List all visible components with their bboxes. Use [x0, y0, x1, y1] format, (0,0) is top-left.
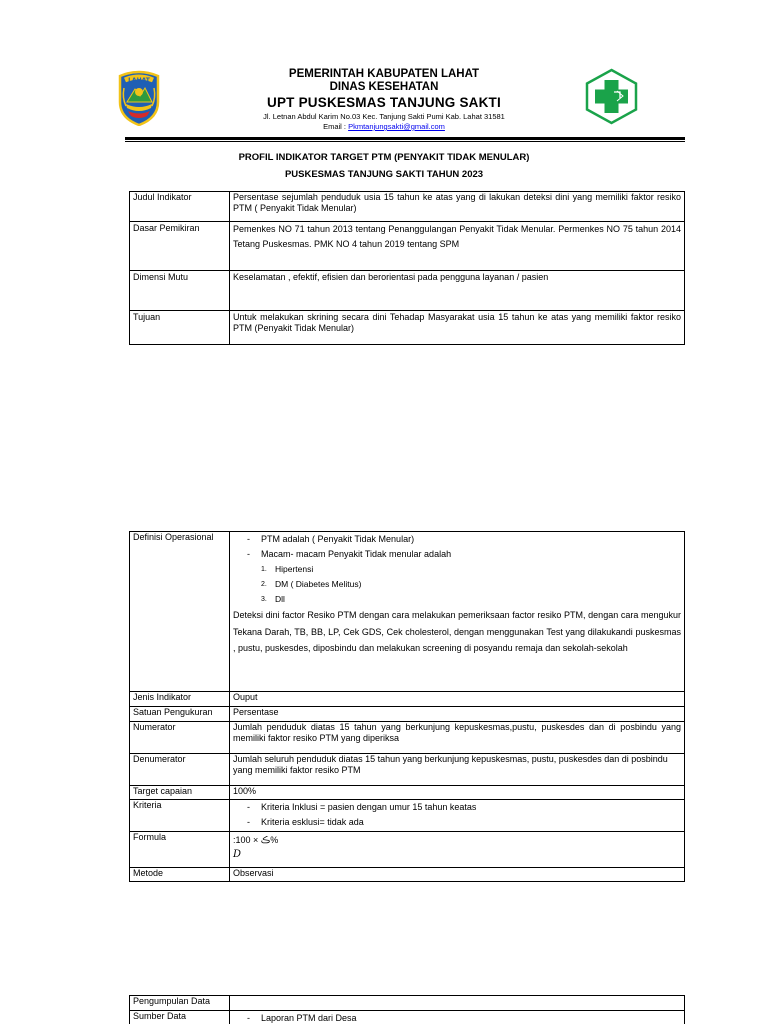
table-row	[130, 832, 685, 868]
institution-name: UPT PUSKESMAS TANJUNG SAKTI	[267, 95, 501, 110]
row-value: 100%	[230, 786, 685, 800]
list-text: Hipertensi	[275, 564, 314, 574]
row-label: Denumerator	[130, 754, 230, 786]
row-value	[230, 532, 685, 692]
department-name: DINAS KESEHATAN	[329, 81, 439, 93]
table-row	[130, 868, 685, 882]
row-label: Judul Indikator	[130, 192, 230, 222]
row-label: Metode	[130, 868, 230, 882]
list-item: - Laporan PTM dari Desa	[247, 1011, 681, 1024]
table-row	[130, 692, 685, 707]
row-label: Kriteria	[130, 800, 230, 832]
table-row	[130, 271, 685, 311]
formula-denominator: D	[233, 848, 242, 860]
emblem-label: LAHAT	[128, 77, 150, 84]
row-value	[230, 800, 685, 832]
table-row	[130, 707, 685, 722]
disease-list	[233, 562, 681, 607]
row-value: Jumlah seluruh penduduk diatas 15 tahun yang berkunjung kepuskesmas, pustu, puskesdes dan di posbindu yang memiliki faktor resiko PTM	[230, 754, 685, 786]
table-row	[130, 192, 685, 222]
row-label: Formula	[130, 832, 230, 868]
table-row	[130, 532, 685, 692]
list-text: DM ( Diabetes Melitus)	[275, 579, 362, 589]
table-row	[130, 1011, 685, 1024]
criteria-list	[233, 800, 681, 830]
row-value	[230, 832, 685, 868]
list-number: 2.	[261, 581, 267, 588]
row-value	[230, 996, 685, 1011]
email-link[interactable]: Pkmtanjungsakti@gmail.com	[348, 122, 445, 131]
table-row	[130, 722, 685, 754]
row-label: Pengumpulan Data	[130, 996, 230, 1011]
email-label: Email :	[323, 122, 346, 131]
list-item	[261, 562, 681, 577]
row-value: Persentase sejumlah penduduk usia 15 tahun ke atas yang di lakukan deteksi dini yang memiliki faktor resiko PTM ( Penyakit Tidak Menular)	[230, 192, 685, 222]
list-item: - Kriteria esklusi= tidak ada	[247, 815, 681, 830]
table-row	[130, 786, 685, 800]
row-label: Jenis Indikator	[130, 692, 230, 707]
table-row	[130, 996, 685, 1011]
document-subtitle: PUSKESMAS TANJUNG SAKTI TAHUN 2023	[284, 169, 484, 180]
row-value: Pemenkes NO 71 tahun 2013 tentang Penanggulangan Penyakit Tidak Menular. Permenkes NO 75 tahun 2014 Tetang Puskesmas. PMK NO 4 tahun 2019 tentang SPM	[230, 222, 685, 271]
list-item: - PTM adalah ( Penyakit Tidak Menular)	[247, 532, 681, 547]
formula-text: :ڪ × 100%	[233, 835, 279, 845]
list-item	[261, 577, 681, 592]
list-number: 1.	[261, 566, 267, 573]
row-label: Target capaian	[130, 786, 230, 800]
row-value: Ouput	[230, 692, 685, 707]
definition-paragraph: Deteksi dini factor Resiko PTM dengan cara melakukan pemeriksaan factor resiko PTM, dengan cara mengukur Tekana Darah, TB, BB, LP, Cek GDS, Cek cholesterol, dengan menggunakan Test yang dilakukandi puskesmas , pustu, puskesdes, diposbindu dan melakukan screening di posyandu remaja dan sekolah-sekolah	[233, 610, 681, 653]
list-number: 3.	[261, 596, 267, 603]
document-title: PROFIL INDIKATOR TARGET PTM (PENYAKIT TIDAK MENULAR)	[238, 152, 530, 163]
row-label: Satuan Pengukuran	[130, 707, 230, 722]
indicator-profile-table-3	[129, 995, 685, 1024]
list-text: Dll	[275, 594, 285, 604]
row-label: Sumber Data	[130, 1011, 230, 1024]
list-item: - Macam- macam Penyakit Tidak menular adalah	[247, 547, 681, 562]
row-label: Tujuan	[130, 311, 230, 345]
row-value	[230, 1011, 685, 1024]
lahat-regency-emblem-icon	[116, 68, 162, 126]
row-value: Keselamatan , efektif, efisien dan berorientasi pada pengguna layanan / pasien	[230, 271, 685, 311]
row-value: Jumlah penduduk diatas 15 tahun yang berkunjung kepuskesmas,pustu, puskesdes dan di posbindu yang memiliki faktor resiko PTM yang diperiksa	[230, 722, 685, 754]
table-row	[130, 311, 685, 345]
row-value: Observasi	[230, 868, 685, 882]
table-row	[130, 222, 685, 271]
list-item	[261, 592, 681, 607]
government-name: PEMERINTAH KABUPATEN LAHAT	[288, 68, 480, 80]
letterhead-divider-thin	[125, 141, 685, 142]
source-list	[233, 1011, 681, 1024]
letterhead	[0, 0, 768, 145]
row-label: Dimensi Mutu	[130, 271, 230, 311]
list-item: - Kriteria Inklusi = pasien dengan umur 15 tahun keatas	[247, 800, 681, 815]
address: Jl. Letnan Abdul Karim No.03 Kec. Tanjung Sakti Pumi Kab. Lahat 31581	[263, 112, 505, 121]
row-value: Untuk melakukan skrining secara dini Tehadap Masyarakat usia 15 tahun ke atas yang memiliki faktor resiko PTM (Penyakit Tidak Menular)	[230, 311, 685, 345]
row-label: Definisi Operasional	[130, 532, 230, 692]
row-label: Dasar Pemikiran	[130, 222, 230, 271]
row-label: Numerator	[130, 722, 230, 754]
table-row	[130, 800, 685, 832]
letterhead-text	[180, 68, 588, 132]
letterhead-divider	[125, 137, 685, 140]
indicator-profile-table-2	[129, 531, 685, 882]
puskesmas-logo-icon	[585, 68, 638, 125]
table-row	[130, 754, 685, 786]
indicator-profile-table-1	[129, 191, 685, 345]
row-value: Persentase	[230, 707, 685, 722]
email-line	[180, 122, 588, 132]
definition-list	[233, 532, 681, 562]
